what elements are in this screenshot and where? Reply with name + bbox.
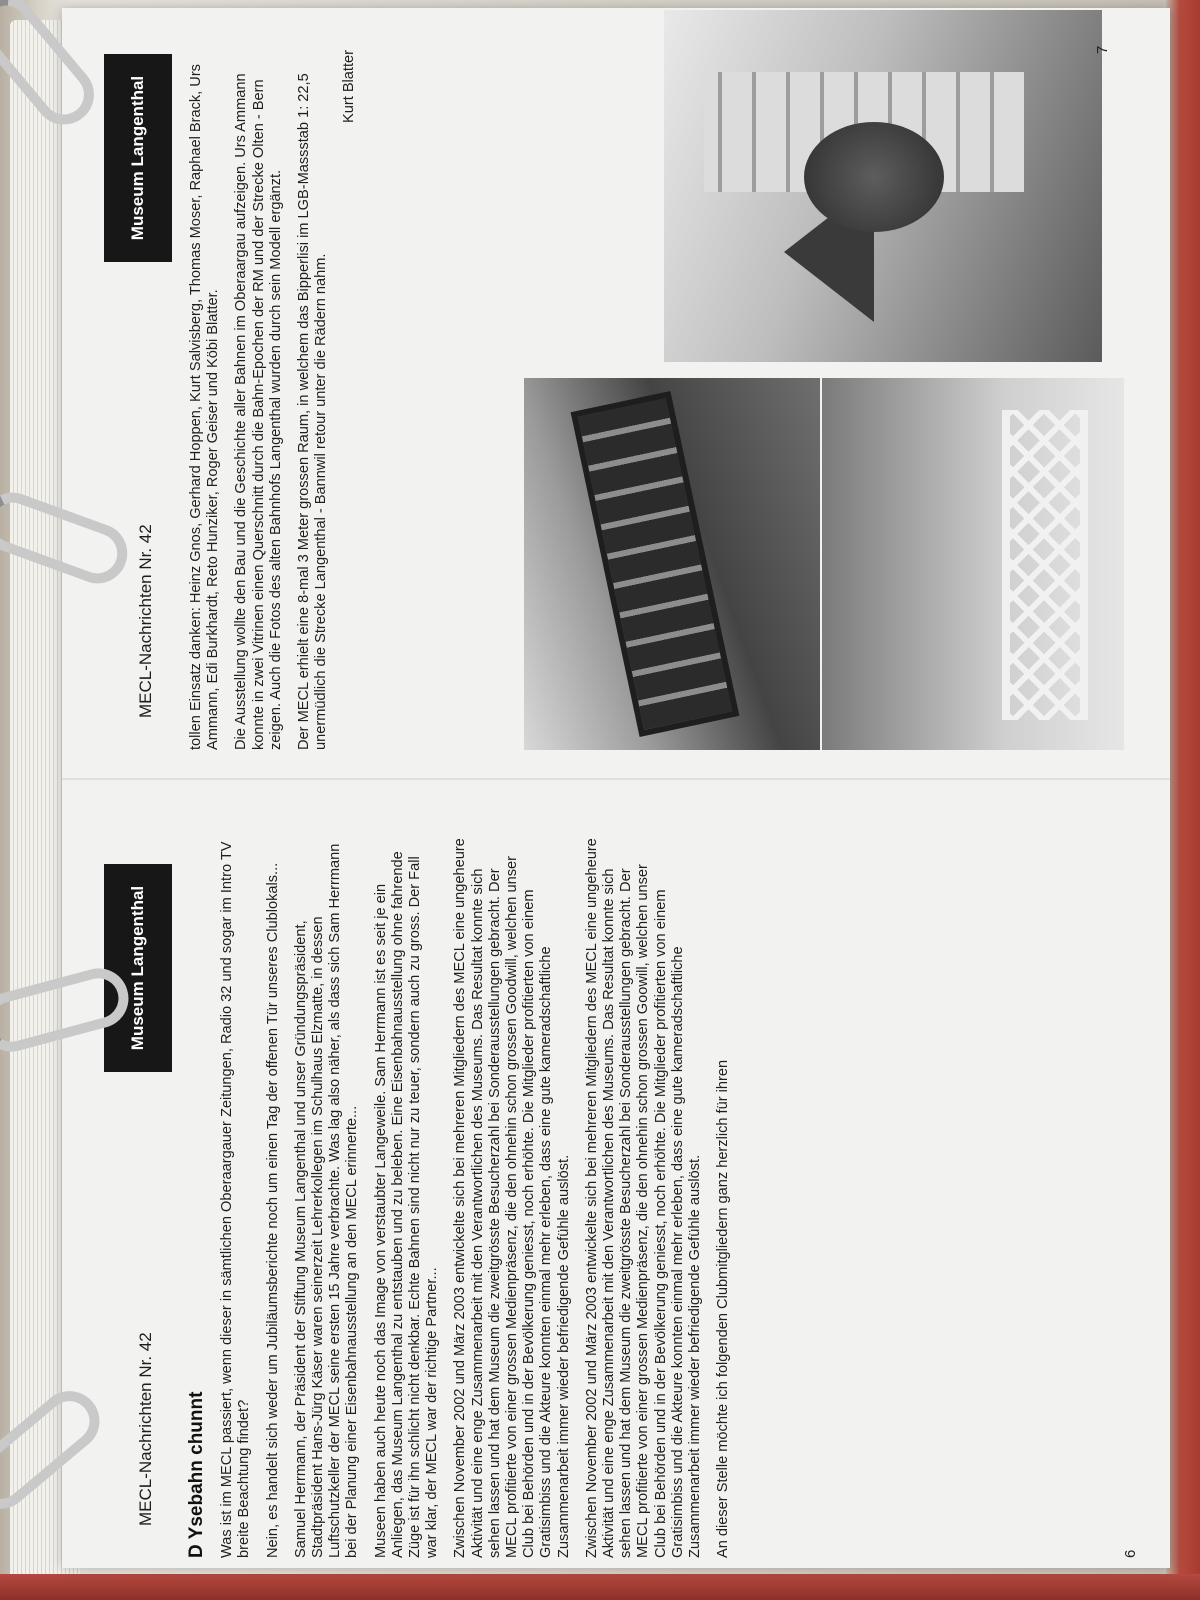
paragraph: tollen Einsatz danken: Heinz Gnos, Gerhard Hoppen, Kurt Salvisberg, Thomas Moser, Raphael Brack, Urs Ammann, Edi Burkhardt, Reto Hunziker, Roger Geiser und Köbi Blatter. <box>188 64 222 750</box>
page-header: MECL-Nachrichten Nr. 42 <box>136 1332 155 1526</box>
tree-shape <box>804 122 944 232</box>
paragraph: An dieser Stelle möchte ich folgenden Clubmitgliedern ganz herzlich für ihren <box>715 1059 732 1558</box>
photo-collage <box>524 10 1124 750</box>
paragraph: Die Ausstellung wollte den Bau und die Geschichte aller Bahnen im Oberaargau aufzeigen. Urs Ammann konnte in zwei Vitrinen einen Querschnitt durch die Bahn-Epochen der RM und der Strecke Olten - Bern zeigen. Auch die Fotos des alten Bahnhofs Langenthal wurden durch sein Modell ergänzt. <box>233 73 284 750</box>
paragraph: Was ist im MECL passiert, wenn dieser in sämtlichen Oberaargauer Zeitungen, Radio 32 und sogar im Intro TV breite Beachtung findet? <box>219 841 253 1558</box>
page-number: 6 <box>1122 1549 1139 1558</box>
paragraph: Museen haben auch heute noch das Image von verstaubter Langeweile. Sam Herrmann ist es seit je ein Anliegen, das Museum Langenthal zu entstauben und zu beleben. Eine Eisenbahnausstellung ohne fahrende Züge ist für ihn schlicht nicht denkbar. Echte Bahnen sind nicht nur zu teuer, sondern auch zu gross. Der Fall war klar, der MECL war der richtige Partner... <box>372 851 441 1558</box>
paragraph: Zwischen November 2002 und März 2003 entwickelte sich bei mehreren Mitgliedern des MECL eine ungeheure Aktivität und eine enge Zusammenarbeit mit den Verantwortlichen des Museums. Das Resultat konnte sich sehen lassen und hat dem Museum die zweitgrösste Besucherzahl bei Sonderausstellungen gebracht. Der MECL profitierte von einer grossen Medienpräsenz, die den ohnehin schon grossen Goowill, welchen unser Club bei Behörden und in der Bevölkerung geniesst, noch erhöhte. Die Mitglieder profitierten von einem Gratisimbiss und die Akteure konnten einmal mehr erleben, dass eine gute kameradschaftliche Zusammenarbeit immer wieder befriedigende Gefühle auslöst. <box>583 838 704 1558</box>
article-body <box>188 30 359 750</box>
page-6 <box>76 818 1156 1558</box>
article-title: D Ysebahn chunnt <box>186 1391 207 1558</box>
article-body <box>188 838 743 1558</box>
binder-cover-bottom <box>0 1574 1200 1600</box>
page-header: MECL-Nachrichten Nr. 42 <box>136 524 155 718</box>
paragraph: Nein, es handelt sich weder um Jubiläumsberichte noch um einen Tag der offenen Tür unseres Clublokals... <box>264 862 281 1558</box>
page-fold <box>62 778 1170 780</box>
section-badge: Museum Langenthal <box>104 54 172 262</box>
truss-bridge-shape <box>1002 410 1088 720</box>
model-bridge-photo <box>822 378 1124 750</box>
page-7 <box>76 10 1156 750</box>
binder-cover-edge <box>1166 0 1200 1600</box>
author-signature: Kurt Blatter <box>341 50 358 123</box>
newsletter-sheet <box>62 8 1170 1568</box>
tram-shape <box>571 391 740 737</box>
paragraph: Der MECL erhielt eine 8-mal 3 Meter grossen Raum, in welchem das Bipperlisi im LGB-Massstab 1: 22,5 unermüdlich die Strecke Langenthal - Bannwil retour unter die Rädern nahm. <box>296 73 330 750</box>
paragraph: Samuel Herrmann, der Präsident der Stiftung Museum Langenthal und unser Gründungspräsident, Stadtpräsident Hans-Jürg Käser waren seinerzeit Lehrerkollegen im Schulhaus Elzmatte, in dessen Luftschutzkeller der MECL seine ersten 15 Jahre verbrachte. Was lag also näher, als dass sich Sam Herrmann bei der Planung einer Eisenbahnausstellung an den MECL erinnerte... <box>292 843 361 1558</box>
section-badge: Museum Langenthal <box>104 864 172 1072</box>
page-number: 7 <box>1094 45 1111 54</box>
paragraph: Zwischen November 2002 und März 2003 entwickelte sich bei mehreren Mitgliedern des MECL eine ungeheure Aktivität und eine enge Zusammenarbeit mit den Verantwortlichen des Museums. Das Resultat konnte sich sehen lassen und hat dem Museum die zweitgrösste Besucherzahl bei Sonderausstellungen gebracht. Der MECL profitierte von einer grossen Medienpräsenz, die den ohnehin schon grossen Goodwill, welchen unser Club bei Behörden und in der Bevölkerung geniesst, noch erhöhte. Die Mitglieder profitierten von einem Gratisimbiss und die Akteure konnten einmal mehr erleben, dass eine gute kameradschaftliche Zusammenarbeit immer wieder befriedigende Gefühle auslöst. <box>452 838 572 1558</box>
model-castle-photo <box>664 10 1102 362</box>
model-train-photo <box>524 378 820 750</box>
